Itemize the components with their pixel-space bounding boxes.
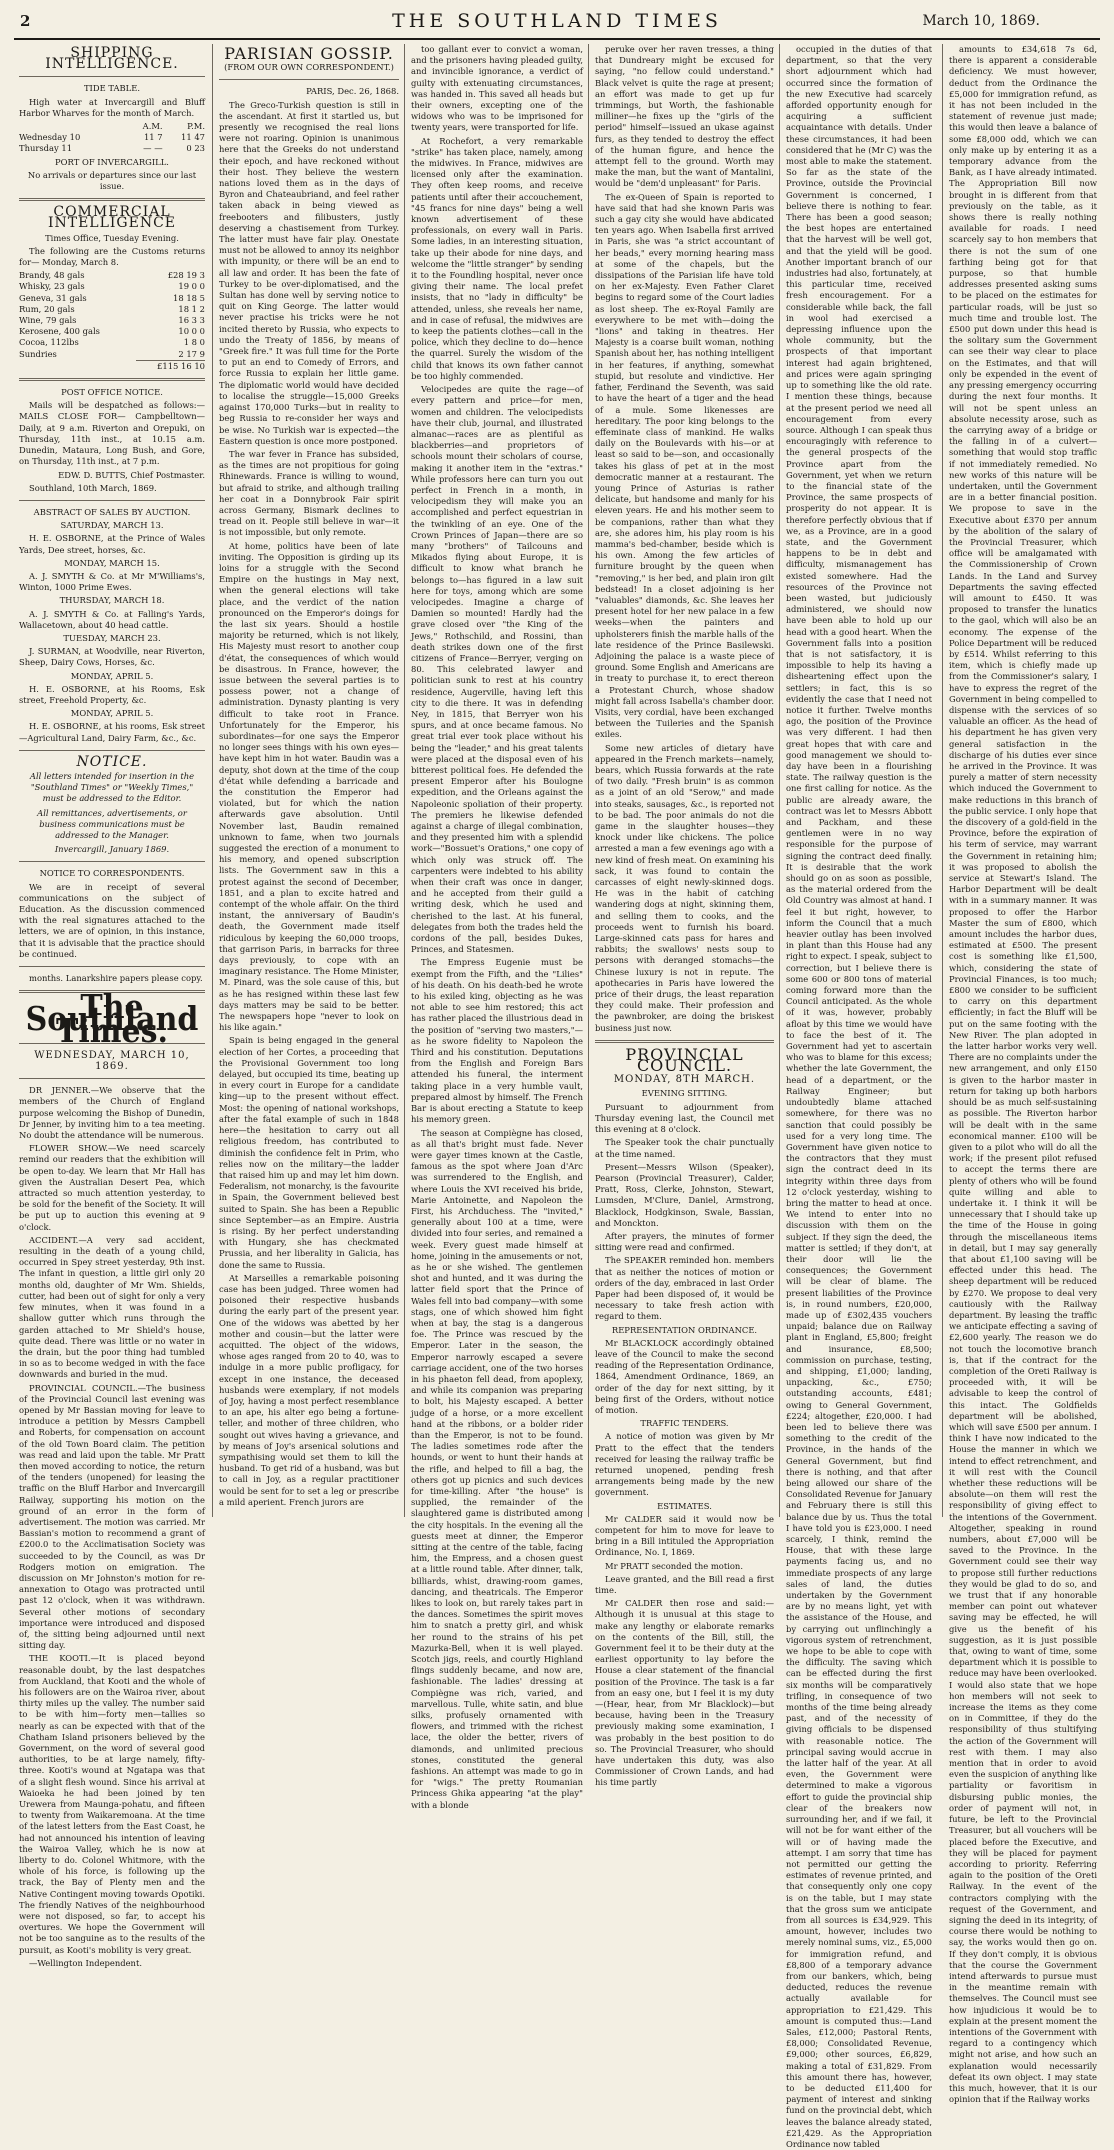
notice-heading: NOTICE. bbox=[76, 753, 148, 770]
port-note: No arrivals or departures since our last issue. bbox=[27, 169, 197, 192]
column-5a bbox=[786, 44, 932, 2149]
tide-row bbox=[19, 143, 205, 154]
divider bbox=[19, 198, 205, 201]
divider bbox=[19, 76, 205, 77]
customs-value: 16 3 3 bbox=[178, 315, 205, 326]
gossip-dateline: PARIS, Dec. 26, 1868. bbox=[306, 86, 399, 97]
customs-item: Wine, 79 gals bbox=[19, 315, 77, 326]
council-heading: PROVINCIAL COUNCIL. bbox=[625, 1044, 744, 1076]
editorial-para: THE KOOTI.—It is placed beyond reasonable doubt, by the last despatches from Auckland, that Kooti and the whole of his followers are on the Wairoa river, about thirty miles up the valley. The number said to be with him—forty men—tallies so nearly as can be expected with that of the Chatham Island prisoners believed by the Government, on the word of several good authorities, to be at large namely, fifty-three. Kooti's wound at Ngatapa was that of a slight flesh wound. Since his arrival at Waioeka he had been joined by ten Urewera from Maunga-pohatu, and fifteen to twenty from Waikaremoana. At the time of the latest letters from the East Coast, he had not announced his intention of leaving the Wairoa Valley, which he is now at liberty to do. Colonel Whitmore, with the whole of his force, is following up the track, the Bay of Plenty men and the Native Contingent moving towards Opotiki. The friendly Natives of the neighbourhood were not disposed, so far, to accept his overtures. We hope the Government will not be too sanguine as to the results of the pursuit, as Kooti's mobility is very great. bbox=[19, 1653, 205, 1955]
editorial-dateline: WEDNESDAY, MARCH 10, 1869. bbox=[34, 1049, 190, 1073]
table-row bbox=[19, 337, 205, 348]
tide-am: 11 7 bbox=[143, 132, 163, 143]
page-number: 2 bbox=[20, 12, 31, 30]
customs-total-label bbox=[19, 360, 136, 372]
article-para: The ex-Queen of Spain is reported to have said that had she known Paris was such a gay city she would have abdicated ten years ago. When Isabella first arrived in Paris, she was "a strict accountant of her beads," every morning hearing mass at some of the chapels, but the dissipations of the Parisian life have told on her ex-Majesty. Even Father Claret begins to regard some of the Court ladies as lost sheep. The ex-Royal Family are everywhere to be met with—doing the "lions" and taking in theatres. Her Majesty is a coarse built woman, nothing Spanish about her, has nothing intelligent in her features, if anything, somewhat stupid, but resolute and vindictive. Her father, Ferdinand the Seventh, was said to have the heart of a tiger and the head of a mule. Some likenesses are hereditary. The poor king belongs to the effeminate class of mankind. He walks daily on the Boulevards with his—or at least so said to be—son, and occasionally takes his glass of pet at in the most democratic manner at a restaurant. The young Prince of Asturias is rather delicate, but handsome and manly for his eleven years. He and his mother seem to be companions, rather than what they are, she adores him, his play room is his mamma's bed-chamber, beside which is his own. Among the few articles of furniture brought by the queen when "removing," is her bed, and plain iron gilt bedstead! In a closet adjoining is her "valuables" diamonds, &c. She leaves her present hotel for her new palace in a few weeks—when the painters and upholsterers finish the marble halls of the late residence of the Prince Basilewski. Adjoining the palace is a waste piece of ground. Some English and Americans are in treaty to purchase it, to erect thereon a Protestant Church, whose shadow might fall across Isabella's chamber door. Visits, very cordial, have been exchanged between the Tuileries and the Spanish exiles. bbox=[595, 191, 774, 740]
table-row bbox=[19, 270, 205, 281]
editorial-para: ACCIDENT.—A very sad accident, resulting in the death of a young child, occurred in Spey street yesterday, 9th inst. The infant in question, a little girl only 20 months old, daughter of Mr Wm. Shields, cutter, had been out of sight for only a very few minutes, when it was found in a shallow gutter which runs through the garden attached to Mr Shield's house, quite dead. There was little or no water in the drain, but the poor thing had tumbled in so as to become wedged in with the face downwards and buried in the mud. bbox=[19, 1234, 205, 1380]
divider bbox=[219, 79, 399, 80]
tide-table bbox=[19, 121, 205, 155]
issue-date: March 10, 1869. bbox=[922, 13, 1040, 29]
paper-nameplate: The Southland Times. bbox=[25, 988, 199, 1052]
editorial-para: PROVINCIAL COUNCIL.—The business of the Provincial Council last evening was opened by Mr Bassian moving for leave to introduce a petition by Messrs Campbell and Roberts, for compensation on account of the old Town Board claim. The petition was read and laid upon the table. Mr Pratt then moved according to notice, the return of the tenders (unopened) for leasing the traffic on the Bluff Harbor and Invercargill Railway, supporting his motion on the ground of an error in the form of advertisement. The motion was carried. Mr Bassian's motion to recommend a grant of £200.0 to the Acclimatisation Society was succeeded to by the Council, as was Dr Rodgers motion on emigration. The discussion on Mr Johnston's motion for re-annexation to Otago was protracted until past 12 o'clock, when it was withdrawn. Several other motions of secondary importance were introduced and disposed of, the sitting being adjourned until next sitting day. bbox=[19, 1382, 205, 1651]
article-para: At Rochefort, a very remarkable "strike" has taken place, namely, among the midwives. In France, midwives are licensed only after the examination. They often keep rooms, and receive patients until after their accouchement, "45 francs for nine days" being a well known advertisement of these professionals, on every wall in Paris. Some ladies, in an interesting situation, take up their abode for nine days, and welcome the "little stranger" by sending it to the Foundling hospital, never once giving their name. The local prefet insists, that no "lady in difficulty" be attended, unless, she reveals her name, and in case of refusal, the midwives are to keep the patients clothes—call in the police, which they decline to do—hence the quarrel. Surely the wisdom of the child that knows its own father cannot be too highly commended. bbox=[411, 135, 583, 381]
customs-value: 1 8 0 bbox=[183, 337, 205, 348]
council-subheading: EVENING SITTING. bbox=[641, 1088, 728, 1099]
notice-letters: All letters intended for insertion in the "Southland Times" or "Weekly Times," must be addressed to the Editor. bbox=[29, 770, 195, 804]
divider bbox=[19, 750, 205, 751]
sales-entry: MONDAY, APRIL 5. bbox=[70, 708, 154, 719]
divider bbox=[19, 378, 205, 381]
article-para: too gallant ever to convict a woman, and the prisoners having pleaded guilty, and invincible ignorance, a verdict of guilty with extenuating circumstances, was handed in. This saved all heads but their owners, excepting one of the widows who was to be imprisoned for twenty years, were transported for life. bbox=[411, 44, 583, 133]
customs-value: 10 0 0 bbox=[178, 326, 205, 337]
correspondents-heading: NOTICE TO CORRESPONDENTS. bbox=[39, 868, 185, 879]
council-para: Pursuant to adjournment from Thursday evening last, the Council met this evening at 8 o'clock. bbox=[595, 1101, 774, 1135]
customs-item: Whisky, 23 gals bbox=[19, 281, 85, 292]
gossip-heading: PARISIAN GOSSIP. bbox=[224, 44, 394, 63]
column-4 bbox=[588, 44, 780, 1788]
column-5 bbox=[779, 44, 1102, 2149]
notice-date: Invercargill, January 1869. bbox=[54, 844, 170, 855]
customs-item: Geneva, 31 gals bbox=[19, 292, 87, 303]
council-date: MONDAY, 8TH MARCH. bbox=[613, 1074, 756, 1086]
tide-col: A.M. bbox=[142, 121, 163, 132]
masthead-rule bbox=[14, 38, 1100, 40]
estimates-para: Leave granted, and the Bill read a first time. bbox=[595, 1573, 774, 1596]
representation-body: Mr BLACKLOCK accordingly obtained leave of the Council to make the second reading of the Representation Ordinance, 1864, Amendment Ordinance, 1869, an order of the day for next sitting, by it being first of the Orders, without notice of motion. bbox=[595, 1337, 774, 1415]
column-1 bbox=[14, 44, 210, 1968]
tide-day: Thursday 11 bbox=[19, 143, 73, 154]
sales-entry: H. E. OSBORNE, at the Prince of Wales Yards, Dee street, horses, &c. bbox=[19, 533, 205, 555]
estimates-heading: ESTIMATES. bbox=[657, 1500, 712, 1511]
divider bbox=[19, 966, 205, 967]
gossip-subheading: (FROM OUR OWN CORRESPONDENT.) bbox=[224, 62, 394, 73]
sales-entry: J. SURMAN, at Woodville, near Riverton, Sheep, Dairy Cows, Horses, &c. bbox=[19, 646, 205, 668]
commercial-office: Times Office, Tuesday Evening. bbox=[45, 232, 179, 243]
correspondents-tail: months. Lanarkshire papers please copy. bbox=[29, 973, 203, 984]
table-row bbox=[19, 293, 205, 304]
article-para: The Empress Eugenie must be exempt from the Fifth, and the "Lilies" of his death. On his death-bed he wrote to his exiled king, objecting as he was not able to see him restored; this act has rather placed the illustrious dead in the position of "serving two masters,"—as he swore fidelity to Napoleon the Third and his constitution. Deputations from the English and Foreign Bars attended his funeral, the interment taking place in a very humble vault, prepared almost by himself. The French Bar is about erecting a Statute to keep his memory green. bbox=[411, 957, 583, 1125]
column-3 bbox=[404, 44, 589, 1810]
sales-entry: MONDAY, MARCH 15. bbox=[64, 557, 160, 568]
tide-title: TIDE TABLE. bbox=[83, 83, 141, 94]
customs-item: Brandy, 48 gals bbox=[19, 270, 85, 281]
customs-value: £28 19 3 bbox=[167, 270, 205, 281]
sales-entry: H. E. OSBORNE, at his Rooms, Esk street, Freehold Property, &c. bbox=[19, 683, 205, 705]
estimates-para: Mr PRATT seconded the motion. bbox=[605, 1560, 743, 1571]
divider bbox=[595, 1040, 774, 1043]
tide-pm: 11 47 bbox=[181, 132, 205, 143]
article-para: Velocipedes are quite the rage—of every pattern and price—for men, women and children. The velocipedists have their club, journal, and illustrated almanac—races are as plentiful as blackberries—and proprietors of schools mount their scholars of course, making it another item in the "extras." While professors here can turn you out perfect in French in a month, in velocipedism they will make you an accomplished and perfect equestrian in the twinkling of an eye. One of the Crown Princes of Japan—there are so many "brothers" of Tailcouns and Mikados flying about Europe, it is difficult to know what branch he belongs to—has figured in a law suit here for toys, among which are some velocipedes. Imagine a charge of Damien so mounted! Hardly had the grave closed over "the King of the Jews," Rothschild, and Rossini, than death strikes down one of the first citizens of France—Berryer, verging on 80. This celebrated lawyer and politician sunk to rest at his country residence, Augerville, having left this city to die there. It was in defending Ney, in 1815, that Berryer won his spurs, and at once became famous. No great trial ever took place without his being the "leader," and his great talents were placed at the disposal even of his bitterest political foes. He defended the present Emperor after his Boulogne expedition, and the Orleans against the Napoleonic spoliation of their property. The premiers he likewise defended against a charge of illegal combination, and they presented him with a splendid work—"Bossuet's Orations," one copy of which only was struck off. The carpenters were indebted to his ability when their craft was once in danger, and he accepted from their guild a writing desk, which he used and cherished to the last. At his funeral, delegates from both the trades held the cordons of the pall, besides Dukes, Princes, and Statesmen. bbox=[411, 384, 583, 955]
tide-day: Wednesday 10 bbox=[19, 132, 81, 143]
correspondents-body: We are in receipt of several communications on the subject of Education. As the discussion commenced with the real signatures attached to the letters, we are of opinion, in this instance, that it is advisable that the practice should be continued. bbox=[19, 881, 205, 959]
column-5b bbox=[942, 44, 1097, 2105]
article-para: Some new articles of dietary have appeared in the French markets—namely, bears, which Russia forwards at the rate of two daily. "Fresh bruin" is as common as a joint of an old "Serow," and made into steaks, sausages, &c., is reported not to be bad. The poor animals do not die game in the slaughter houses—they knock under like chickens. The police arrested a man a few evenings ago with a new kind of fresh meat. On examining his sack, it was found to contain the carcasses of eight newly-skinned dogs. He was in the habit of catching wandering dogs at night, skinning them, and selling them to cooks, and the proceeds went to furnish his board. Large-skinned cats pass for hares and rabbits; the swallows' nests soup to persons with deranged stomachs—the Chinese luxury is not in repute. The apothecaries in Paris have lowered the price of their drugs, the least reparation they could make. Their profession and the pawnbroker, are doing the briskest business just now. bbox=[595, 742, 774, 1033]
shipping-heading: SHIPPING INTELLIGENCE. bbox=[45, 45, 179, 73]
tide-header-row bbox=[19, 121, 205, 132]
table-row bbox=[19, 326, 205, 337]
customs-value: 18 1 2 bbox=[178, 303, 205, 314]
column-2 bbox=[212, 44, 405, 1517]
sales-list bbox=[19, 520, 205, 744]
post-office-heading: POST OFFICE NOTICE. bbox=[61, 387, 163, 398]
estimates-para: Mr CALDER said it would now be competent for him to move for leave to bring in a Bill intituled the Appropriation Ordinance, No. I, 1869. bbox=[595, 1513, 774, 1558]
sales-entry: H. E. OSBORNE, at his rooms, Esk street—Agricultural Land, Dairy Farm, &c., &c. bbox=[19, 721, 205, 743]
customs-value: 18 18 5 bbox=[173, 292, 205, 303]
gossip-para: The Greco-Turkish question is still in the ascendant. At first it startled us, but presently we recognised the real lions were not roaring. Opinion is unanimous here that the Greeks do not understand their epoch, and have reckoned without their host. They believe the western nations loved them as in the days of Byron and Chateaubriand, and feel rather taken aback in being viewed as freebooters and filibusters, justly deserving a chastisement from Turkey. The latter must have fair play. Onestate must not be allowed to annoy its neighbor with impunity, or there will be an end to all law and order. It has been the fate of Turkey to be over-diplomatised, and the Sultan has done well by serving notice to quit on King George. The latter would never practise his tricks were he not incited thereto by Russia, who expects to undo the Treaty of 1856, by means of "Greek fire." It was full time for the Porte to put an end to Comedy of Errors, and force Russia to explain her little game. The diplomatic world would have decided to localise the struggle—15,000 Greeks against 170,000 Turks—but in reality to beg Russia to re-consider her ways and be wise. No Turkish war is expected—the Eastern question is once more postponed. bbox=[219, 99, 399, 446]
tide-pm: 0 23 bbox=[186, 143, 205, 154]
customs-value: 2 17 9 bbox=[178, 348, 205, 359]
gossip-para: At home, politics have been of late inviting. The Opposition is girding up its loins for a struggle with the Second Empire on the hustings in May next, when the general elections will take place, and the verdict of the nation pronounced on the Emperor's doings for the last six years. Should a hostile majority be returned, which is not likely, His Majesty must resort to another coup d'état, the consequences of which would be disastrous. In France, however, the issue between the several parties is to possess power, not a change of administration. Dynasty planting is very difficult to take root in France. Unfortunately for the Emperor, his subordinates—for one says the Emperor no longer sees things with his own eyes—have kept him in hot water. Baudin was a deputy, shot down at the time of the coup d'état while defending a barricade and the constitution the Emperor had violated, but for which the nation afterwards gave absolution. Until November last, Baudin remained unknown to fame, when two journals suggested the erection of a monument to his memory, and opened subscription lists. The Government saw in this a protest against the second of December, 1851, and a plan to excite hatred and contempt of the whole affair. On the third instant, the anniversary of Baudin's death, the Government made itself ridiculous by keeping the 60,000 troops, that garrison Paris, in barracks for three days previously, to cope with an imaginary resistance. The Home Minister, M. Pinard, was the sole cause of this, but as he has resigned within these last few days matters may be said to be better. The newspapers hope "never to look on his like again." bbox=[219, 540, 399, 1033]
tide-col: P.M. bbox=[187, 121, 205, 132]
council-para: After prayers, the minutes of former sitting were read and confirmed. bbox=[595, 1230, 774, 1253]
table-row bbox=[19, 360, 205, 372]
council-para: The SPEAKER reminded hon. members that as neither the notices of motion or orders of the day, embraced in last Order Paper had been disposed of, it would be necessary to take fresh action with regard to them. bbox=[595, 1255, 774, 1322]
gossip-para: Spain is being engaged in the general election of her Cortes, a proceeding that the Provisional Government too long delayed, but occupied its time, beating up in every court in Europe for a candidate king—up to the present without effect. Most: the opening of national workshops, after the fatal example of such in 1848 here—the hesitation to carry out all religious freedom, has contributed to diminish the confidence felt in Prim, who relies now on the military—the ladder that raised him up and may let him down. Federalism, not monarchy, is the favourite in Spain, the Government believed best suited to Spain. She has been a Republic since September—as an Empire. Austria is rising. By her perfect understanding with Hungary, she has checkmated Prussia, and her liberality in Galicia, has done the same to Russia. bbox=[219, 1035, 399, 1270]
editorial-para: DR JENNER.—We observe that the members of the Church of England purpose welcoming the Bishop of Dunedin, Dr Jenner, by inviting him to a tea meeting. No doubt the attendance will be numerous. bbox=[19, 1085, 205, 1141]
gossip-para: The war fever in France has subsided, as the times are not propitious for going Rhinewards. France is willing to wound, but afraid to strike, and although trailing her coat in a Donnybrook Fair spirit across Germany, Bismark declines to tread on it. People still believe in war—it is not impossible, but only remote. bbox=[219, 448, 399, 538]
table-row bbox=[19, 349, 205, 361]
table-row bbox=[19, 315, 205, 326]
port-heading: PORT OF INVERCARGILL. bbox=[55, 156, 169, 167]
customs-item: Rum, 20 gals bbox=[19, 303, 75, 314]
article-para: The season at Compiègne has closed, as all that's bright must fade. Never were gayer times known at the Castle, famous as the spot where Joan d'Arc was surrendered to the English, and where Louis the XVI received his bride, Marie Antoinette, and Napoleon the First, his Archduchess. The "invited," generally about 100 at a time, were divided into four series, and remained a week. Every guest made himself at home, joining in the amusements or not, as he or she wished. The gentlemen shot and hunted, and it was during the latter field sport that the Prince of Wales fell into bad company—with some stags, one of which showed him fight when at bay, the stag is a dangerous foe. The Prince was rescued by the Emperor. Later in the season, the Emperor narrowly escaped a severe carriage accident, one of the two horses in his phaeton fell dead, from apoplexy, and while its companion was preparing to bolt, his Majesty escaped. A better judge of a horse, or a more excellent hand at the ribbons, or a bolder rider than the Emperor, is not to be found. The ladies sometimes rode after the hounds, or went to hunt their hands at the rifle, and helped to fill a bag, the others got up picnics and such devices for time-killing. After "the house" is supplied, the remainder of the slaughtered game is distributed among the city hospitals. In the evening all the guests meet at dinner, the Emperor sitting at the centre of the table, facing him, the Empress, and a chosen guest at a little round table. After dinner, talk, billiards, whist, drawing-room games, dancing, and theatricals. The Emperor likes to look on, but rarely takes part in the dances. Sometimes the spirit moves him to snatch a pretty girl, and whisk her round to the strains of his pet Mazurka-Bell, when it is well played. Scotch jigs, reels, and courtly Highland flings suddenly became, and now are, fashionable. The ladies' dressing at Compiègne was rich, varied, and marvellous. Tulle, white satin, and blue silks, profusely ornamented with flowers, and trimmed with the richest lace, the older the better, rivers of diamonds, and unlimited precious stones, constituted the general fashions. An attempt was made to go in for "wigs." The pretty Roumanian Princess Ghika appearing "at the play" with a blonde bbox=[411, 1127, 583, 1810]
customs-value: 19 0 0 bbox=[178, 281, 205, 292]
article-para: occupied in the duties of that department, so that the very short adjournment which had occurred since the formation of the new Executive had scarcely afforded opportunity enough for acquiring a sufficient acquaintance with details. Under these circumstances, it had been considered that he (Mr C) was the most able to make the statement. So far as the state of the Province, outside the Provincial Government is concerned, I believe there is nothing to fear. There has been a good season; the best hopes are entertained that the harvest will be well got, and that the yield will be good. Another important branch of our industries had also, fortunately, at this particular time, received fresh encouragement. For a considerable while back, the fall in wool had exercised a depressing influence upon the whole community, but the prospects of that important interest had again brightened, and prices were again springing up to something like the old rate. I mention these things, because at the present period we need all encouragement from every source. Although I can speak thus encouragingly with reference to the general prospects of the Province apart from the Government, yet when we return to the financial state of the Province, the same prospects of prosperity do not appear. It is therefore perfectly obvious that if we, as a Province, are in a good state, and the Government happens to be in debt and difficulty, mismanagement has existed somewhere. Had the resources of the Province not been wasted, but judiciously administered, we should now have been able to hold up our head with a good heart. When the Government falls into a position that is not satisfactory, it is impossible to help its having a disheartening effect upon the settlers; in fact, this is so evidently the case that I need not notice it further. Twelve months ago, the position of the Province was very different. I had then great hopes that with care and good management we should to-day have been in a flourishing state. The railway question is the one first calling for notice. As the public are already aware, the contract was let to Messrs Abbott and Packham, and these gentlemen were in no way responsible for the purpose of signing the contract deed finally. It is desirable that the work should go on as soon as possible, as the material ordered from the Old Country was almost at hand. I feel it but right, however, to inform the Council that a much heavier outlay has been involved in plant than this House had any right to expect. I speak, subject to correction, but I believe there is some 600 or 800 tons of material coming forward more than the Council anticipated. As the whole of it was, however, probably afloat by this time we would have to face the best of it. The Government had yet to ascertain who was to blame for this excess; whether the late Government, the head of a department, or the Railway Engineer; but undoubtedly blame attached somewhere, for there was no sanction that could possibly be used for a very long time. The Government have given notice to the contractors that they must sign the contract deed in its integrity within three days from 12 o'clock yesterday, wishing to bring the matter to head at once. We intend to enter into no discussion with them on the subject. If they sign the deed, the matter is settled; if they don't, at their door will lie the consequences; the Government will be clear of blame. The present liabilities of the Province is, in round numbers, £20,000, made up of £302,435 vouchers unpaid; balance due on Railway plant in England, £5,800; freight and insurance, £8,500; commission on purchase, testing, and shipping, £1,000; landing, unpacking, &c., £750; outstanding accounts, £481; owing to General Government, £224; altogether, £20,000. I had been led to believe there was something to the credit of the Province, in the hands of the General Government, but find there is nothing, and that after being allowed our share of the Consolidated Revenue for January and February there is still this balance due by us. Thus the total I have told you is £23,000. I need scarcely, I think, remind the House, that with these large payments facing us, and no immediate prospects of any large sales of land, the duties undertaken by the Government are by no means light, yet with the assistance of the House, and by carrying out unflinchingly a vigorous system of retrenchment, we hope to be able to cope with the difficulty. The saving which can be effected during the first six months will be comparatively trifling, in consequence of two months of the time being already past, and of the necessity of giving officials to be dispensed with reasonable notice. The principal saving would accrue in the latter half of the year. At all even, the Government were determined to make a vigorous effort to guide the provincial ship clear of the breakers now surrounding her, and if we fail, it will not be for want either of the will or of having made the attempt. I am sorry that time has not permitted our getting the estimates of revenue printed, and that consequently only one copy is on the table, but I may state that the gross sum we anticipate from all sources is £34,929. This amount, however, includes two merely nominal sums, viz., £5,000 for immigration refund, and £8,800 of a temporary advance from our bankers, which, being deducted, reduces the revenue actually available for appropriation to £21,429. This amount is computed thus:—Land Sales, £12,000; Pastoral Rents, £8,000; Consolidated Revenue, £9,000; other sources, £6,829, making a total of £31,829. From this amount there has, however, to be deducted £11,400 for payment of interest and sinking fund on the provincial debt, which leaves the balance already stated, £21,429. As the Appropriation Ordinance now tabled bbox=[786, 44, 932, 2149]
customs-item: Sundries bbox=[19, 348, 57, 359]
divider bbox=[19, 1078, 205, 1079]
divider bbox=[19, 500, 205, 501]
sales-entry: A. J. SMYTH & Co. at Mr M'Williams's, Winton, 1000 Prime Ewes. bbox=[19, 570, 205, 593]
sales-entry: SATURDAY, MARCH 13. bbox=[60, 520, 164, 531]
customs-table bbox=[19, 270, 205, 372]
editorial-para: FLOWER SHOW.—We need scarcely remind our readers that the exhibition will be open to-day. We learn that Mr Hall has given the Australian Desert Pea, which attracted so much attention yesterday, to be sold for the benefit of the Society. It will be put up to auction this evening at 9 o'clock. bbox=[19, 1143, 205, 1232]
article-para: amounts to £34,618 7s 6d, there is apparent a considerable deficiency. We must however, deduct from the Ordinance the £5,000 for immigration refund, as it has not been included in the statement of revenue just made; this would then leave a balance of some £8,000 odd, which we can only make up by entering it as a temporary advance from the Bank, as I have already intimated. The Appropriation Bill now brought in is different from that previously on the table, as it shows there is really nothing available for roads. I need scarcely say to hon members that there is not the sum of one farthing being got for that purpose, so that humble addresses presented asking sums to be placed on the estimates for particular roads, will be just so much time and trouble lost. The £500 put down under this head is the solitary sum the Government can see their way clear to place on the Estimates, and that will only be expended in the event of any pressing emergency occurring during the next four months. It will not be spent unless an absolute necessity arose, such as the carrying away of a bridge or the falling in of a culvert—something that would stop traffic if not immediately remedied. No new works of this nature will be undertaken, until the Government are in a better financial position. We propose to save in the Executive about £370 per annum by the abolition of the salary of the Provincial Treasurer, which office will be amalgamated with the Commissionership of Crown Lands. In the Land and Survey Departments the saving effected will amount to £450. It was proposed to transfer the lunatics to the gaol, which will also be an economy. The expense of the Police Department will be reduced by £514. Whilst referring to this item, which is chiefly made up from the Commissioner's salary, I have to express the regret of the Government in being compelled to dispense with the services of so valuable an officer. As the head of his department he has given very general satisfaction in the discharge of his duties ever since he arrived in the Province. It was purely a matter of stern necessity which induced the Government to make reductions in this branch of the public service. I only hope that the discovery of a gold-field in the Province, before the expiration of his term of service, may warrant the Government in retaining him; it was proposed to abolish the service at Stewart's Island. The Harbor Department will be dealt with in a summary manner. It was proposed to offer the Harbor Master the sum of £800, which amount includes the harbor dues, estimated at £500. The present cost is something like £1,500, which, considering the state of Provincial Finances, is too much; £800 we consider to be sufficient to carry on this department efficiently; in fact the Bluff will be put on the same footing with the New River. The plan adopted in the latter harbor works very well. There are no complaints under the new arrangement, and only £150 is given to the harbor master in return for taking up both harbors should be as much self-sustaining as possible. The Riverton harbor will be dealt with in the same economical manner. £100 will be given to a pilot who will do all the work; if the present pilot refused to accept the terms there are plenty of others who will be found quite willing and able to undertake it. I think it will be unnecessary that I should take up the time of the House in going through the miscellaneous items in detail, but I may say generally that about £1,100 saving will be effected under this head. The sheep department will be reduced by £270. We propose to deal very cautiously with the Railway department. By leasing the traffic we anticipate effecting a saving of £2,600 yearly. The reason we do not touch the locomotive branch is, that if the contract for the completion of the Oreti Railway is proceeded with, it will be advisable to keep the control of this intact. The Goldfields department will be abolished, which will save £500 per annum. I think I have now indicated to the House the manner in which we intend to effect retrenchment, and it will rest with the Council whether these reductions will be absolute—on them will rest the responsibility of giving effect to the intentions of the Government. Altogether, speaking in round numbers, about £7,000 will be saved to the Province. In the Government could see their way to propose still further reductions they would be glad to do so, and we trust that if any honorable member can point out whatever saving may be effected, he will give us the benefit of his suggestion, as it is just possible that, owing to want of time, some department which it is possible to reduce may have been overlooked. I would also state that we hope hon members will not seek to increase the items as they come on in Committee, if they do the responsibility of thus stultifying the action of the Government will rest with them. I may also mention that in order to avoid even the suspicion of anything like partiality or favoritism in disbursing public monies, the order of payment will not, in future, be left to the Provincial Treasurer, but all vouchers will be placed before the Executive, and they will be placed for payment according to priority. Referring again to the position of the Oreti Railway. In the event of the contractors complying with the request of the Government, and signing the deed in its integrity, of course there would be nothing to say, the works would then go on. If they don't comply, it is obvious that the course the Government intend afterwards to pursue must in the meantime remain with themselves. The Council must see how injudicious it would be to explain at the present moment the intentions of the Government with regard to a contingency which might not arise, and how such an explanation would necessarily defeat its own object. I may state this much, however, that it is our opinion that if the Railway works bbox=[949, 44, 1097, 2105]
gossip-para: At Marseilles a remarkable poisoning case has been judged. Three women had poisoned their respective husbands during the early part of the present year. One of the widows was abetted by her mother and cousin—but the latter were acquitted. The object of the widows, whose ages ranged from 20 to 40, was to indulge in a more public profligacy, for except in one instance, the deceased husbands were exemplary, if not models of Joy, having a most perfect resemblance to an ape, his alter ego being a fortune-teller, and mother of three children, who sought out wives having a grievance, and by means of Joy's arsenical solutions and sympathising would set them to kill the husband. To get rid of a husband, was but to call in Joy, as a regular practitioner would be sent for to set a leg or prescribe a mild aperient. French jurors are bbox=[219, 1272, 399, 1507]
traffic-body: A notice of motion was given by Mr Pratt to the effect that the tenders received for leasing the railway traffic be returned unopened, pending fresh arrangements being made by the new government. bbox=[595, 1431, 774, 1498]
sales-entry: A. J. SMYTH & Co. at Falling's Yards, Wallacetown, about 40 head cattle. bbox=[19, 608, 205, 630]
article-para: peruke over her raven tresses, a thing that Dundreary might be excused for saying, "no fellow could understand." Black velvet is quite the rage at present; an effort was made to get up fur trimmings, but Worth, the fashionable milliner—he fixes up the "girls of the period" himself—issued an ukase against furs, as they tended to destroy the effect of the human figure, and hence the attempt fell to the ground. Worth may make the man, but the want of Mantalini, would be "dem'd unpleasant" for Paris. bbox=[595, 44, 774, 189]
representation-heading: REPRESENTATION ORDINANCE. bbox=[611, 1324, 758, 1335]
post-office-dated: Southland, 10th March, 1869. bbox=[29, 482, 157, 493]
notice-remittances: All remittances, advertisements, or business communications must be addressed to the Manager. bbox=[37, 807, 187, 840]
customs-item: Kerosene, 400 gals bbox=[19, 326, 100, 337]
sales-entry: TUESDAY, MARCH 23. bbox=[63, 632, 161, 643]
commercial-intro: The following are the Customs returns for— Monday, March 8. bbox=[19, 245, 205, 268]
tide-desc: High water at Invercargill and Bluff Harbor Wharves for the month of March. bbox=[19, 96, 205, 118]
tide-col bbox=[19, 121, 127, 132]
divider bbox=[19, 861, 205, 862]
table-row bbox=[19, 304, 205, 315]
sales-entry: THURSDAY, MARCH 18. bbox=[59, 595, 165, 606]
post-office-body: Mails will be despatched as follows:— MAILS CLOSE FOR— Campbelltown—Daily, at 9 a.m. Riverton and Orepuki, on Thursday, 11th inst., at 10.15 a.m. Dunedin, Mataura, Long Bush, and Gore, on Thursday, 11th inst., at 7 p.m. bbox=[19, 400, 205, 467]
commercial-heading: COMMERCIAL INTELLIGENCE bbox=[47, 204, 177, 232]
masthead bbox=[14, 10, 1100, 36]
tide-row bbox=[19, 132, 205, 143]
table-row bbox=[19, 281, 205, 292]
customs-item: Cocoa, 112lbs bbox=[19, 337, 79, 348]
tide-am: — — bbox=[143, 143, 163, 154]
sales-entry: MONDAY, APRIL 5. bbox=[70, 670, 154, 681]
paper-title: THE SOUTHLAND TIMES bbox=[392, 10, 722, 32]
post-office-signed: EDW. D. BUTTS, Chief Postmaster. bbox=[58, 469, 205, 480]
sales-heading: ABSTRACT OF SALES BY AUCTION. bbox=[33, 506, 191, 517]
editorial-para: —Wellington Independent. bbox=[29, 1957, 142, 1968]
estimates-para: Mr CALDER then rose and said:—Although it is unusual at this stage to make any lengthy or elaborate remarks on the contents of the Bill, still, the Government feel it to be their duty at the earliest opportunity to lay before the House a clear statement of the financial position of the Province. The task is a far from an easy one, but I feel it is my duty—(Hear, hear, from Mr Blacklock)—but because, having been in the Treasury previously making some examination, I was probably in the best position to do so. The Provincial Treasurer, who should have undertaken this duty, was also Commissioner of Crown Lands, and had his time partly bbox=[595, 1598, 774, 1788]
council-para: The Speaker took the chair punctually at the time named. bbox=[595, 1137, 774, 1159]
council-para: Present—Messrs Wilson (Speaker), Pearson (Provincial Treasurer), Calder, Pratt, Ross, Clerke, Johnston, Stewart, Lumsden, M'Clure, Daniel, Armstrong, Blacklock, Hodgkinson, Swale, Bassian, and Monckton. bbox=[595, 1161, 774, 1228]
traffic-heading: TRAFFIC TENDERS. bbox=[640, 1418, 729, 1429]
customs-total: £115 16 10 bbox=[136, 360, 205, 372]
